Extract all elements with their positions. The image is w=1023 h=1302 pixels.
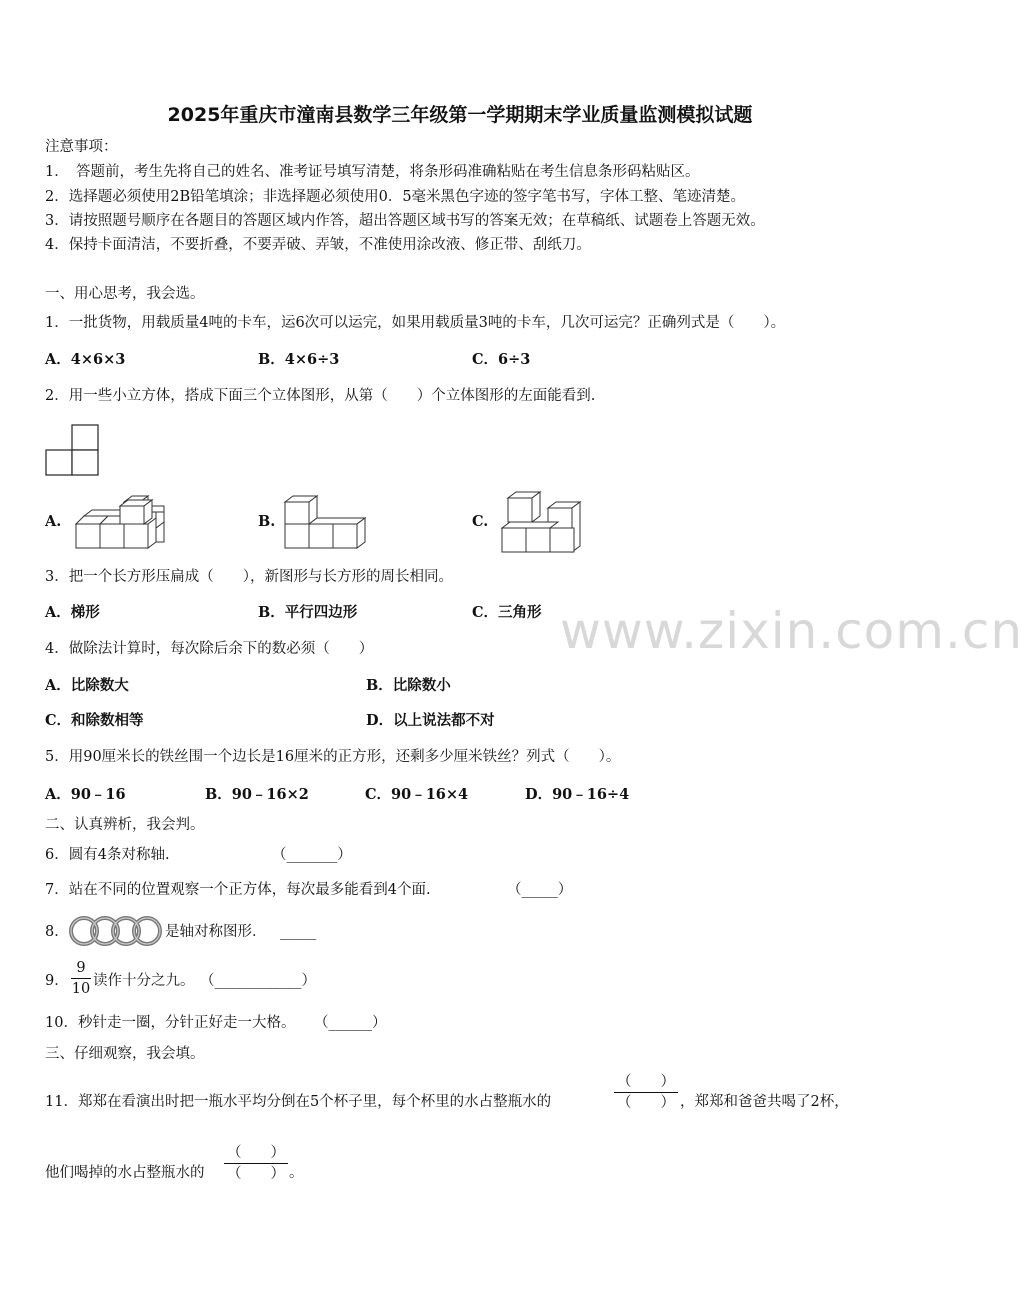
q11-line1: 11．郑郑在看演出时把一瓶水平均分倒在5个杯子里，每个杯里的水占整瓶水的 (45, 1094, 552, 1110)
q2-option-b[interactable]: B. (258, 513, 276, 530)
q10-text: 10．秒针走一圈，分针正好走一大格。 (45, 1015, 296, 1031)
q8-text: 是轴对称图形． (165, 924, 267, 940)
q11-fraction-2-bar (224, 1163, 288, 1164)
q1-option-a[interactable]: A．4×6×3 (45, 351, 126, 368)
q9-number: 9． (45, 973, 69, 989)
q2-left-view-figure (45, 424, 100, 476)
page-title: 2025年重庆市潼南县数学三年级第一学期期末学业质量监测模拟试题 (167, 104, 753, 126)
q5-option-b[interactable]: B．90﹣16×2 (205, 786, 309, 803)
q9-fraction-denominator: 10 (71, 981, 91, 997)
q3-option-a[interactable]: A．梯形 (45, 604, 100, 621)
notice-item-1: 1． 答题前，考生先将自己的姓名、准考证号填写清楚，将条形码准确粘贴在考生信息条形码粘贴区。 (45, 164, 700, 180)
q4-text: 4．做除法计算时，每次除后余下的数必须（ ） (45, 641, 374, 657)
q2-option-a-figure (72, 494, 167, 552)
q4-option-d[interactable]: D．以上说法都不对 (366, 712, 495, 729)
q9-fraction (71, 959, 91, 998)
q6-answer-blank[interactable]: （_______） (272, 847, 352, 863)
q2-option-b-figure (283, 494, 373, 552)
watermark: www.zixin.com.cn (560, 602, 1023, 660)
q11-fraction-1[interactable] (614, 1073, 678, 1112)
q9-fraction-bar (71, 978, 91, 979)
q11-line1-end: ，郑郑和爸爸共喝了2杯， (680, 1094, 849, 1110)
q3-option-b[interactable]: B．平行四边形 (258, 604, 358, 621)
q11-line2: 他们喝掉的水占整瓶水的 (45, 1165, 205, 1181)
notice-heading: 注意事项： (45, 139, 118, 155)
q6-text: 6．圆有4条对称轴. (45, 847, 170, 863)
q4-option-c[interactable]: C．和除数相等 (45, 712, 144, 729)
q1-option-c[interactable]: C．6÷3 (472, 351, 531, 368)
q11-fraction-2-denominator-blank[interactable]: （ ） (227, 1166, 285, 1182)
q9-answer-blank[interactable]: （____________） (200, 973, 316, 989)
q4-option-a[interactable]: A．比除数大 (45, 677, 129, 694)
q8-answer-blank[interactable]: _____ (280, 924, 317, 940)
q11-fraction-1-denominator-blank[interactable]: （ ） (617, 1095, 675, 1111)
q11-fraction-1-numerator-blank[interactable]: （ ） (617, 1074, 675, 1090)
q9-text: 读作十分之九。 (93, 973, 195, 989)
q5-text: 5．用90厘米长的铁丝围一个边长是16厘米的正方形，还剩多少厘米铁丝？列式（ ）。 (45, 749, 621, 765)
q8-number: 8． (45, 924, 69, 940)
q5-option-c[interactable]: C．90﹣16×4 (365, 786, 469, 803)
q2-option-c-figure (500, 490, 585, 554)
q2-option-c[interactable]: C. (472, 513, 489, 530)
section2-heading: 二、认真辨析，我会判。 (45, 817, 205, 833)
q3-option-c[interactable]: C．三角形 (472, 604, 542, 621)
q10-answer-blank[interactable]: （______） (314, 1015, 387, 1031)
section1-heading: 一、用心思考，我会选。 (45, 286, 205, 302)
notice-item-4: 4．保持卡面清洁，不要折叠，不要弄破、弄皱，不准使用涂改液、修正带、刮纸刀。 (45, 237, 591, 253)
q11-fraction-1-bar (614, 1092, 678, 1093)
q9-fraction-numerator: 9 (76, 960, 86, 976)
q5-option-a[interactable]: A．90﹣16 (45, 786, 126, 803)
q1-text: 1．一批货物，用载质量4吨的卡车，运6次可以运完，如果用载质量3吨的卡车，几次可运完？正确列式是（ ）。 (45, 315, 786, 331)
section3-heading: 三、仔细观察，我会填。 (45, 1046, 205, 1062)
q5-option-d[interactable]: D．90﹣16÷4 (525, 786, 630, 803)
q2-text: 2．用一些小立方体，搭成下面三个立体图形，从第（ ）个立体图形的左面能看到. (45, 388, 596, 404)
q11-fraction-2-numerator-blank[interactable]: （ ） (227, 1145, 285, 1161)
q11-fraction-2[interactable] (224, 1144, 288, 1183)
q2-option-a[interactable]: A. (45, 513, 62, 530)
q3-text: 3．把一个长方形压扁成（ ），新图形与长方形的周长相同。 (45, 569, 453, 585)
q7-answer-blank[interactable]: （_____） (507, 882, 573, 898)
q4-option-b[interactable]: B．比除数小 (366, 677, 451, 694)
q7-text: 7．站在不同的位置观察一个正方体，每次最多能看到4个面. (45, 882, 431, 898)
notice-item-3: 3．请按照题号顺序在各题目的答题区域内作答，超出答题区域书写的答案无效；在草稿纸、试题卷上答题无效。 (45, 213, 765, 229)
q1-option-b[interactable]: B．4×6÷3 (258, 351, 340, 368)
q8-four-rings-figure (67, 914, 165, 948)
notice-item-2: 2．选择题必须使用2B铅笔填涂；非选择题必须使用0．5毫米黑色字迹的签字笔书写，字体工整、笔迹清楚。 (45, 189, 746, 205)
q11-line2-end: 。 (289, 1165, 304, 1181)
